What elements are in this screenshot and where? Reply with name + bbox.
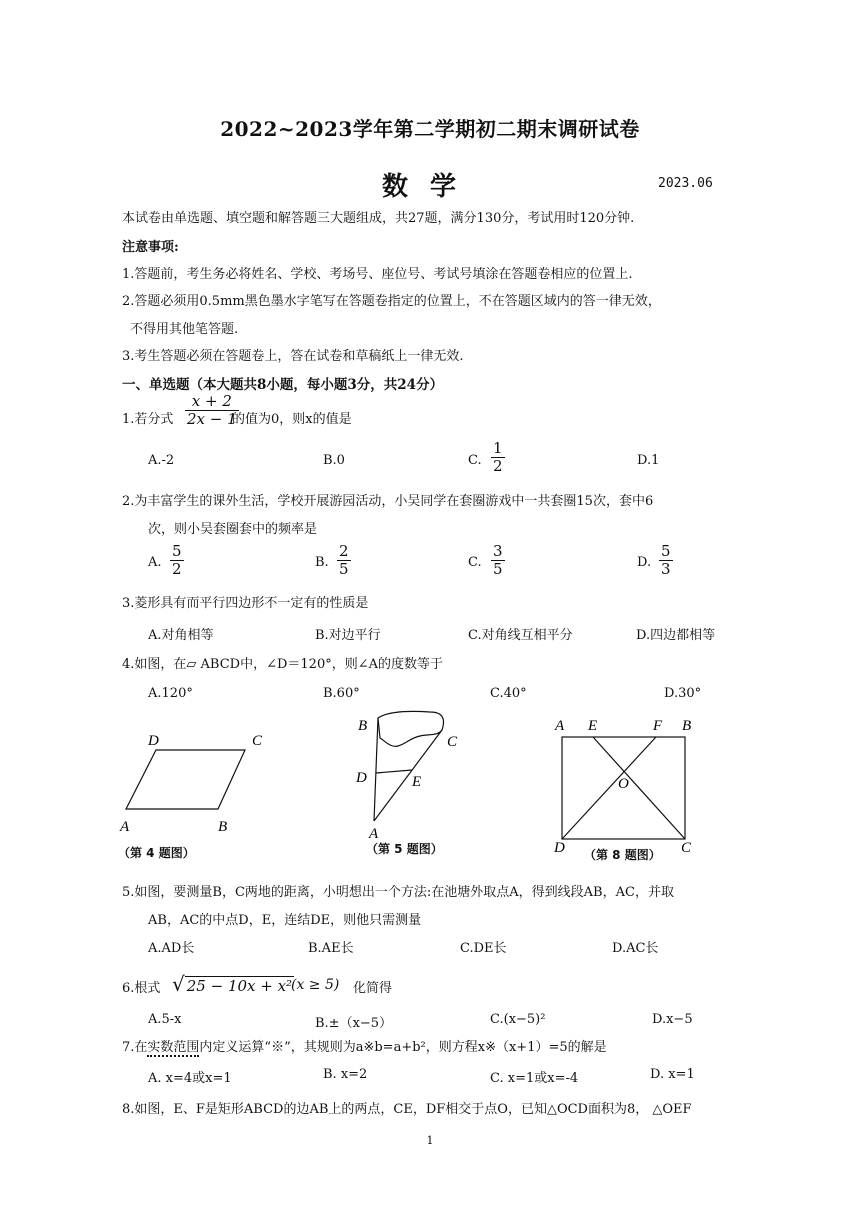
q1-frac-numerator: x + 2 bbox=[185, 393, 239, 411]
fig5-label-b: B bbox=[358, 718, 368, 734]
note-2-line2: 不得用其他笔答题. bbox=[130, 322, 239, 337]
q1-fraction bbox=[185, 393, 239, 428]
note-1: 1.答题前，考生务必将姓名、学校、考场号、座位号、考试号填涂在答题卷相应的位置上. bbox=[122, 267, 633, 282]
segment-ec bbox=[593, 737, 685, 839]
q4-option-c: C.40° bbox=[490, 686, 527, 701]
segment-ac bbox=[374, 730, 442, 821]
q1-option-c-fraction bbox=[491, 440, 505, 475]
figure-5-caption: （第 5 题图） bbox=[366, 842, 443, 856]
q2-c-num: 3 bbox=[493, 542, 503, 560]
q4-stem: 4.如图，在▱ ABCD中，∠D＝120°，则∠A的度数等于 bbox=[122, 657, 443, 672]
fig8-label-b: B bbox=[682, 718, 692, 734]
fig8-label-a: A bbox=[555, 718, 565, 734]
q5-option-b: B.AE长 bbox=[308, 941, 354, 956]
fig8-label-o: O bbox=[618, 776, 629, 792]
q1-option-a: A.-2 bbox=[148, 453, 175, 468]
figure-5-pond-triangle bbox=[350, 708, 470, 843]
q1-frac-denominator: 2x − 1 bbox=[187, 410, 237, 428]
q2-b-den: 5 bbox=[339, 560, 349, 578]
q2-option-b-label: B. bbox=[315, 555, 329, 570]
exam-intro: 本试卷由单选题、填空题和解答题三大题组成，共27题，满分130分，考试用时120分钟. bbox=[122, 211, 635, 226]
q2-line1: 2.为丰富学生的课外生活，学校开展游园活动，小吴同学在套圈游戏中一共套圈15次，套中6 bbox=[122, 494, 654, 509]
exam-date: 2023.06 bbox=[658, 176, 713, 191]
q2-option-c-label: C. bbox=[468, 555, 482, 570]
q5-line1: 5.如图，要测量B，C两地的距离，小明想出一个方法:在池塘外取点A，得到线段AB，AC，并取 bbox=[122, 885, 674, 900]
q2-option-d-label: D. bbox=[637, 555, 652, 570]
q1-option-c-label: C. bbox=[468, 453, 482, 468]
q6-option-b: B.±（x−5） bbox=[315, 1016, 393, 1031]
q7-option-a: A. x=4或x=1 bbox=[148, 1071, 232, 1086]
note-2-line1: 2.答题必须用0.5mm黑色墨水字笔写在答题卷指定的位置上，不在答题区域内的答一律无效， bbox=[122, 294, 661, 309]
q7-prefix: 7.在 bbox=[122, 1040, 148, 1055]
segment-de bbox=[376, 770, 412, 773]
q7-stem bbox=[122, 1036, 607, 1055]
fig8-label-c: C bbox=[681, 840, 692, 856]
parallelogram-abcd bbox=[126, 750, 245, 809]
fig8-label-f: F bbox=[653, 718, 663, 734]
q1-c-num: 1 bbox=[493, 439, 503, 457]
segment-ab bbox=[374, 718, 378, 821]
q4-option-a: A.120° bbox=[148, 686, 193, 701]
q1-prefix: 1.若分式 bbox=[122, 412, 174, 427]
q3-option-a: A.对角相等 bbox=[148, 628, 214, 643]
q5-option-c: C.DE长 bbox=[460, 941, 507, 956]
q3-option-d: D.四边都相等 bbox=[636, 628, 716, 643]
q1-option-d: D.1 bbox=[637, 453, 660, 468]
q6-option-a: A.5-x bbox=[148, 1012, 182, 1027]
fig5-label-d: D bbox=[356, 770, 367, 786]
q7-option-c: C. x=1或x=-4 bbox=[490, 1071, 579, 1086]
fig4-label-c: C bbox=[252, 733, 263, 749]
q5-line2: AB，AC的中点D，E，连结DE，则他只需测量 bbox=[148, 913, 422, 928]
segment-fd bbox=[562, 737, 656, 839]
subject-title: 数学 bbox=[381, 172, 478, 202]
q4-option-b: B.60° bbox=[323, 686, 360, 701]
q7-option-d: D. x=1 bbox=[650, 1067, 695, 1082]
q8-stem: 8.如图，E、F是矩形ABCD的边AB上的两点，CE，DF相交于点O，已知△OCD面积为8， △OEF bbox=[122, 1102, 692, 1117]
q2-option-d-fraction bbox=[659, 543, 673, 578]
q2-d-den: 3 bbox=[661, 560, 671, 578]
q7-rest: 内定义运算“※”，其规则为a※b=a+b²，则方程x※（x+1）=5的解是 bbox=[199, 1040, 607, 1055]
q5-option-d: D.AC长 bbox=[612, 941, 659, 956]
q1-c-den: 2 bbox=[493, 457, 503, 475]
q4-option-d: D.30° bbox=[664, 686, 702, 701]
q2-c-den: 5 bbox=[493, 560, 503, 578]
q2-line2: 次，则小吴套圈套中的频率是 bbox=[148, 522, 318, 537]
q2-a-num: 5 bbox=[172, 542, 182, 560]
q1-option-b: B.0 bbox=[323, 453, 345, 468]
q3-option-b: B.对边平行 bbox=[315, 628, 381, 643]
q6-radicand: 25 − 10x + x² bbox=[186, 977, 293, 995]
q2-option-a-fraction bbox=[170, 543, 184, 578]
fig4-label-b: B bbox=[218, 819, 228, 835]
page-number: 1 bbox=[426, 1134, 434, 1147]
q2-a-den: 2 bbox=[172, 560, 182, 578]
figure-8-rectangle bbox=[550, 712, 700, 857]
fig5-label-a: A bbox=[369, 826, 379, 842]
figure-8-caption: （第 8 题图） bbox=[584, 848, 661, 862]
fig8-label-d: D bbox=[554, 840, 565, 856]
exam-title: 2022~2023学年第二学期初二期末调研试卷 bbox=[220, 117, 640, 141]
q3-option-c: C.对角线互相平分 bbox=[468, 628, 573, 643]
q6-radical bbox=[172, 972, 294, 996]
q6-prefix: 6.根式 bbox=[122, 981, 161, 996]
note-3: 3.考生答题必须在答题卷上，答在试卷和草稿纸上一律无效. bbox=[122, 349, 464, 364]
q1-suffix: 的值为0，则x的值是 bbox=[232, 412, 352, 427]
figure-4-caption: （第 4 题图） bbox=[118, 846, 195, 860]
q6-option-d: D.x−5 bbox=[652, 1012, 693, 1027]
q2-option-c-fraction bbox=[491, 543, 505, 578]
radical-sign-icon: √ bbox=[172, 972, 185, 996]
q2-option-b-fraction bbox=[337, 543, 351, 578]
q2-option-a-label: A. bbox=[148, 555, 162, 570]
fig5-label-c: C bbox=[447, 734, 458, 750]
fig8-label-e: E bbox=[588, 718, 598, 734]
notes-heading: 注意事项: bbox=[122, 240, 179, 255]
fig4-label-d: D bbox=[148, 733, 159, 749]
fig5-label-e: E bbox=[412, 774, 422, 790]
section-1-heading: 一、单选题（本大题共8小题，每小题3分，共24分） bbox=[122, 377, 444, 393]
q6-condition: (x ≥ 5) bbox=[291, 977, 340, 993]
fig4-label-a: A bbox=[120, 819, 130, 835]
q2-d-num: 5 bbox=[661, 542, 671, 560]
q5-option-a: A.AD长 bbox=[148, 941, 195, 956]
q7-emphasized-text: 实数范围 bbox=[147, 1040, 200, 1055]
q2-b-num: 2 bbox=[339, 542, 349, 560]
q6-option-c: C.(x−5)² bbox=[490, 1012, 546, 1027]
q7-option-b: B. x=2 bbox=[323, 1067, 368, 1082]
q6-suffix: 化简得 bbox=[353, 981, 393, 996]
q3-stem: 3.菱形具有而平行四边形不一定有的性质是 bbox=[122, 596, 369, 611]
